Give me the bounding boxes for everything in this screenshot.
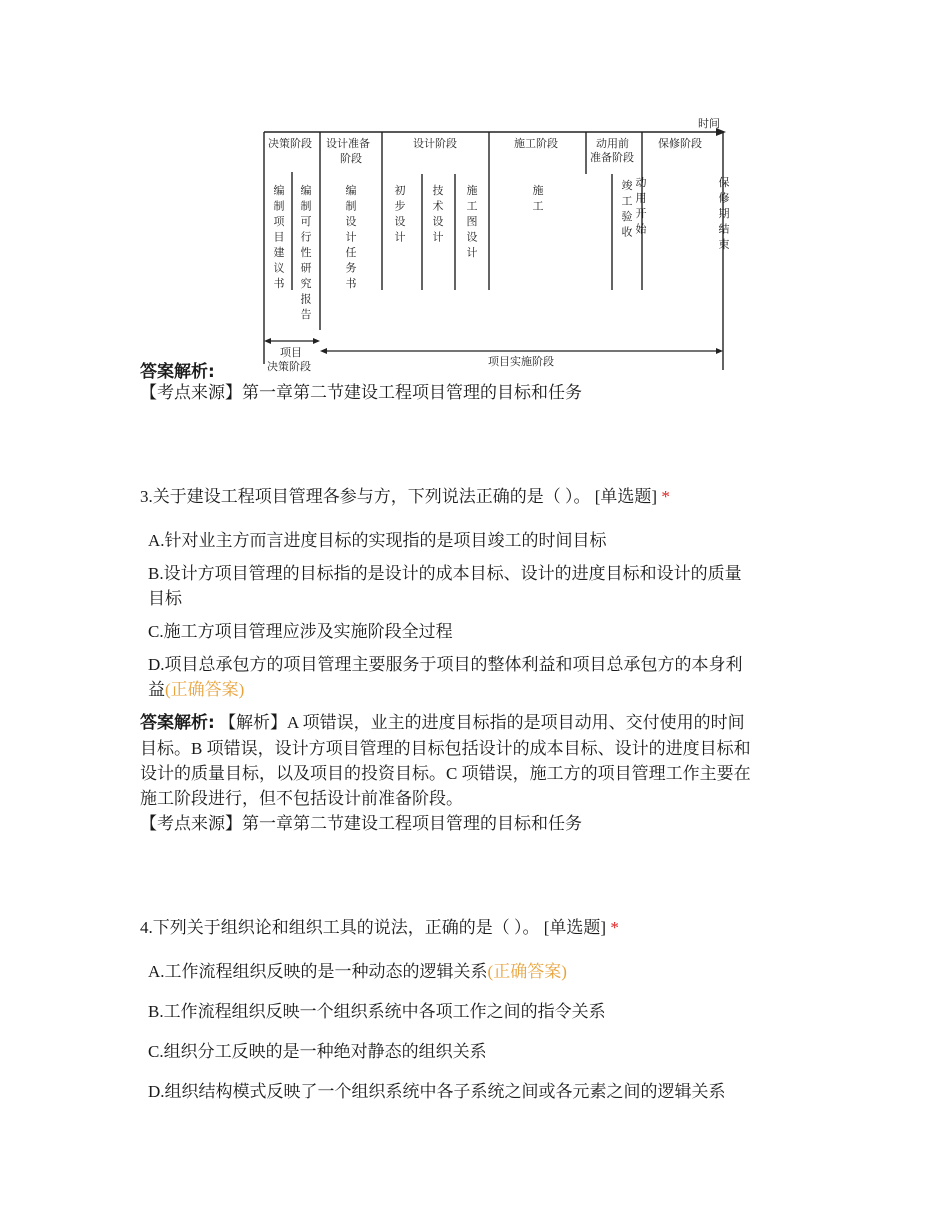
option-text: D.组织结构模式反映了一个组织系统中各子系统之间或各元素之间的逻辑关系 <box>148 1082 726 1101</box>
stage-label: 设计阶段 <box>413 137 457 150</box>
correct-answer-tag: (正确答案) <box>165 680 245 699</box>
bottom-label: 项目实施阶段 <box>488 355 554 368</box>
option-text: B.工作流程组织反映一个组织系统中各项工作之间的指令关系 <box>148 1002 606 1021</box>
option-b[interactable] <box>148 561 808 611</box>
arrow-right-icon <box>313 338 320 344</box>
question-4-title <box>140 913 619 938</box>
option-a[interactable] <box>148 528 808 553</box>
project-lifecycle-diagram <box>240 112 760 374</box>
required-star: * <box>661 487 670 506</box>
option-d[interactable] <box>148 1079 808 1104</box>
option-text: A.工作流程组织反映的是一种动态的逻辑关系 <box>148 962 488 981</box>
column-label: 编制项目建议书 <box>273 184 285 290</box>
option-d[interactable] <box>148 652 808 702</box>
bottom-label: 项目 <box>280 346 302 359</box>
stage-label: 阶段 <box>340 152 362 165</box>
column-label: 初步设计 <box>394 184 406 244</box>
option-text: D.项目总承包方的项目管理主要服务于项目的整体利益和项目总承包方的本身利 <box>148 655 743 674</box>
question-text: 4.下列关于组织论和组织工具的说法，正确的是（ ）。 <box>140 918 540 937</box>
analysis-label: 答案解析: <box>140 713 215 733</box>
bottom-label: 决策阶段 <box>267 360 311 373</box>
column-label: 施工图设计 <box>466 184 478 259</box>
option-b[interactable] <box>148 999 808 1024</box>
analysis-line: 目标。B 项错误，设计方项目管理的目标包括设计的成本目标、设计的进度目标和 <box>140 739 751 758</box>
analysis-line: 设计的质量目标，以及项目的投资目标。C 项错误，施工方的项目管理工作主要在 <box>140 764 751 783</box>
correct-answer-tag: (正确答案) <box>487 962 567 981</box>
stage-label: 准备阶段 <box>590 151 634 164</box>
question-type: [单选题] <box>594 487 658 506</box>
required-star: * <box>610 918 619 937</box>
analysis-line: 施工阶段进行，但不包括设计前准备阶段。 <box>140 789 463 808</box>
option-text: B.设计方项目管理的目标指的是设计的成本目标、设计的进度目标和设计的质量 <box>148 564 742 583</box>
lifecycle-svg <box>240 112 760 374</box>
question-3-analysis <box>140 710 820 836</box>
stage-label: 设计准备 <box>326 137 370 150</box>
analysis-label: 答案解析: <box>140 362 215 382</box>
option-c[interactable] <box>148 619 808 644</box>
option-a[interactable] <box>148 959 808 984</box>
column-label: 编制可行性研究报告 <box>300 184 312 321</box>
column-label: 编制设计任务书 <box>345 184 357 290</box>
option-text: 益 <box>148 680 165 699</box>
arrow-left-icon <box>320 348 327 354</box>
time-label: 时间 <box>698 117 720 130</box>
column-label: 保修期结束 <box>718 176 730 251</box>
source-note: 【考点来源】第一章第二节建设工程项目管理的目标和任务 <box>140 383 582 402</box>
question-type: [单选题] <box>543 918 607 937</box>
stage-label: 施工阶段 <box>514 137 558 150</box>
stage-label: 决策阶段 <box>268 137 312 150</box>
option-text: C.组织分工反映的是一种绝对静态的组织关系 <box>148 1042 487 1061</box>
option-text: A.针对业主方而言进度目标的实现指的是项目竣工的时间目标 <box>148 531 607 550</box>
stage-label: 动用前 <box>596 137 629 150</box>
stage-label: 保修阶段 <box>658 137 702 150</box>
column-label: 动用开始 <box>635 176 647 236</box>
arrow-left-icon <box>264 338 271 344</box>
option-text: 目标 <box>148 589 182 608</box>
column-label: 施工 <box>532 184 544 213</box>
question-3-title <box>140 482 670 507</box>
question-text: 3.关于建设工程项目管理各参与方，下列说法正确的是（ ）。 <box>140 487 591 506</box>
analysis-line: 【解析】A 项错误，业主的进度目标指的是项目动用、交付使用的时间 <box>219 713 745 732</box>
source-note: 【考点来源】第一章第二节建设工程项目管理的目标和任务 <box>140 814 582 833</box>
option-text: C.施工方项目管理应涉及实施阶段全过程 <box>148 622 453 641</box>
column-label: 竣工验收 <box>621 179 633 239</box>
arrow-right-icon <box>716 348 723 354</box>
option-c[interactable] <box>148 1039 808 1064</box>
column-label: 技术设计 <box>432 184 444 244</box>
